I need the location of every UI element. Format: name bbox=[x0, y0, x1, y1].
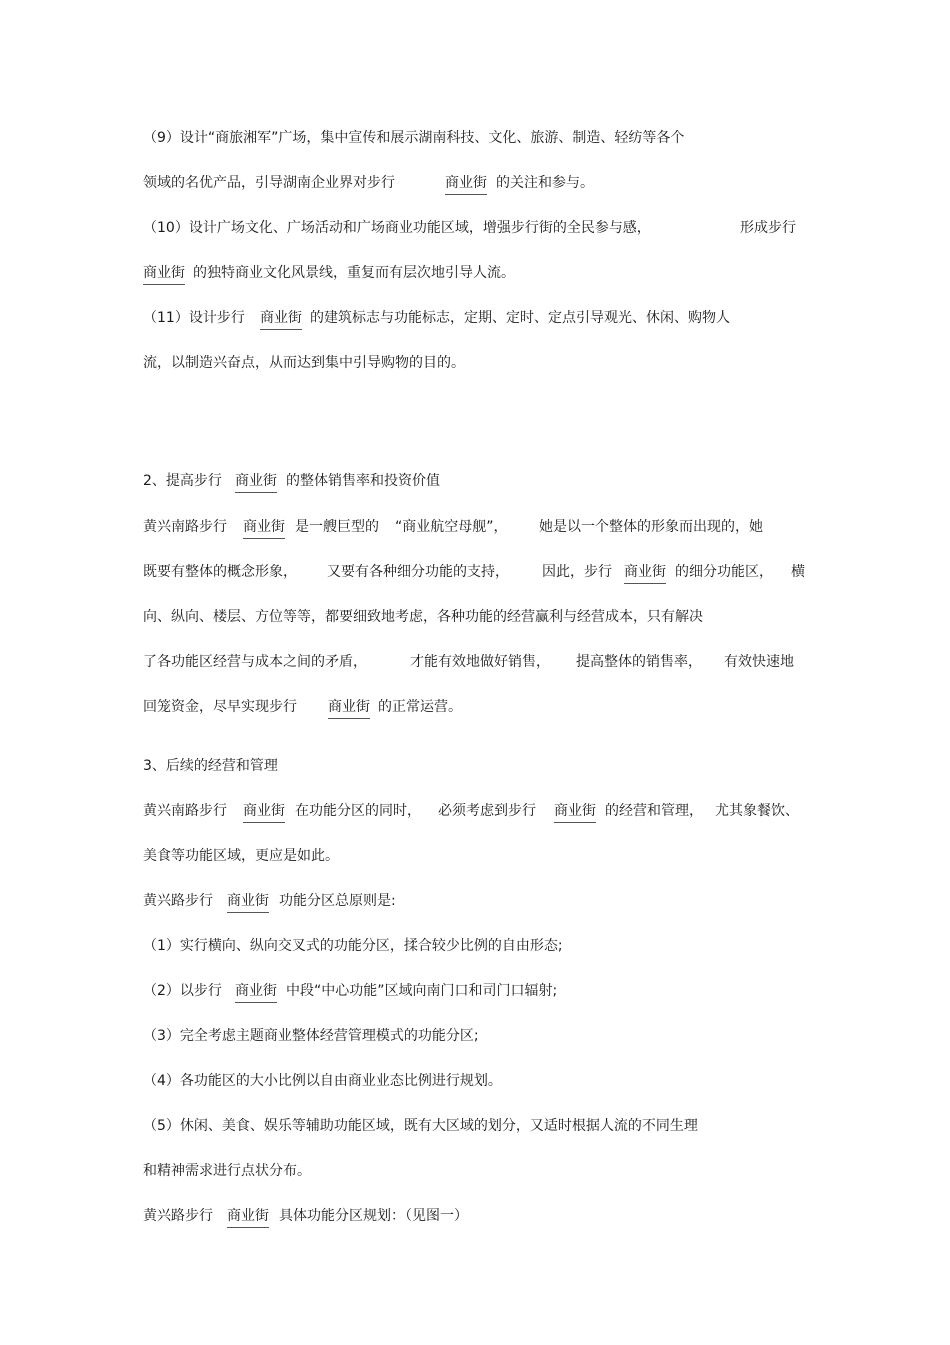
underlined-term: 商业街 bbox=[328, 697, 370, 719]
underlined-term: 商业街 bbox=[624, 562, 666, 584]
s2-text: 她是以一个整体的形象而出现的，她 bbox=[539, 519, 763, 535]
s2-text: 因此，步行 bbox=[542, 564, 612, 580]
p11-line-2 bbox=[143, 353, 910, 373]
p11-text: 的建筑标志与功能标志，定期、定时、定点引导观光、休闲、购物人 bbox=[310, 310, 730, 326]
s3-item-5 bbox=[143, 1116, 910, 1136]
underlined-term: 商业街 bbox=[243, 801, 285, 823]
p10-line-2 bbox=[143, 263, 910, 283]
s3-text: 的经营和管理， bbox=[605, 803, 703, 819]
s3-text: 美食等功能区域，更应是如此。 bbox=[143, 848, 339, 864]
p9-line-1 bbox=[143, 128, 910, 148]
s3-line-1 bbox=[143, 801, 910, 821]
s2-text: 黄兴南路步行 bbox=[143, 519, 227, 535]
p9-line-2 bbox=[143, 173, 910, 193]
s2-text: 是一艘巨型的 bbox=[295, 519, 379, 535]
underlined-term: 商业街 bbox=[235, 981, 277, 1003]
s3-item-5-cont bbox=[143, 1161, 910, 1181]
s2-text: 了各功能区经营与成本之间的矛盾， bbox=[143, 654, 367, 670]
p10-text: （10）设计广场文化、广场活动和广场商业功能区域，增强步行街的全民参与感， bbox=[143, 220, 651, 236]
s2-text: 提高整体的销售率， bbox=[576, 654, 702, 670]
s2-text: 才能有效地做好销售， bbox=[410, 654, 550, 670]
section-3-heading bbox=[143, 756, 910, 776]
underlined-term: 商业街 bbox=[143, 263, 185, 285]
s2-text: 横 bbox=[791, 564, 805, 580]
underlined-term: 商业街 bbox=[243, 517, 285, 539]
p9-text: 领域的名优产品，引导湖南企业界对步行 bbox=[143, 175, 395, 191]
s2-line-5 bbox=[143, 697, 910, 717]
s3-line-2 bbox=[143, 846, 910, 866]
s2-text: 又要有各种细分功能的支持， bbox=[327, 564, 509, 580]
underlined-term: 商业街 bbox=[227, 1206, 269, 1228]
s3-text: 在功能分区的同时， bbox=[295, 803, 421, 819]
s2-line-3 bbox=[143, 607, 910, 627]
s2-text: “商业航空母舰”， bbox=[395, 519, 508, 535]
s3-text: 黄兴路步行 bbox=[143, 893, 213, 909]
p10-text: 形成步行 bbox=[740, 220, 796, 236]
p10-line-1 bbox=[143, 218, 910, 238]
s3-text: （4）各功能区的大小比例以自由商业业态比例进行规划。 bbox=[143, 1073, 502, 1089]
s3-text: 具体功能分区规划：（见图一） bbox=[279, 1208, 468, 1224]
s3-text: 尤其象餐饮、 bbox=[715, 803, 799, 819]
s2-line-2 bbox=[143, 562, 910, 582]
underlined-term: 商业街 bbox=[554, 801, 596, 823]
s3-text: （3）完全考虑主题商业整体经营管理模式的功能分区; bbox=[143, 1028, 479, 1044]
p11-text: 流，以制造兴奋点，从而达到集中引导购物的目的。 bbox=[143, 355, 465, 371]
underlined-term: 商业街 bbox=[445, 173, 487, 195]
s2-text: 既要有整体的概念形象， bbox=[143, 564, 297, 580]
s3-text: 黄兴路步行 bbox=[143, 1208, 213, 1224]
s2-text: 回笼资金，尽早实现步行 bbox=[143, 699, 297, 715]
s3-text: （5）休闲、美食、娱乐等辅助功能区域，既有大区域的划分，又适时根据人流的不同生理 bbox=[143, 1118, 698, 1134]
s3-text: 和精神需求进行点状分布。 bbox=[143, 1163, 311, 1179]
s3-text: 必须考虑到步行 bbox=[438, 803, 536, 819]
heading-text: 的整体销售率和投资价值 bbox=[286, 473, 440, 489]
p10-text: 的独特商业文化风景线，重复而有层次地引导人流。 bbox=[193, 265, 515, 281]
s3-item-1 bbox=[143, 936, 910, 956]
s2-line-1 bbox=[143, 517, 910, 537]
section-2-heading bbox=[143, 471, 910, 491]
p9-text: （9）设计“商旅湘军”广场，集中宣传和展示湖南科技、文化、旅游、制造、轻纺等各个 bbox=[143, 130, 685, 146]
s3-text: 中段“中心功能”区域向南门口和司门口辐射; bbox=[286, 983, 558, 999]
p9-text: 的关注和参与。 bbox=[496, 175, 594, 191]
s3-text: 黄兴南路步行 bbox=[143, 803, 227, 819]
s3-text: （1）实行横向、纵向交叉式的功能分区，揉合较少比例的自由形态; bbox=[143, 938, 563, 954]
s2-text: 向、纵向、楼层、方位等等，都要细致地考虑，各种功能的经营赢利与经营成本，只有解决 bbox=[143, 609, 703, 625]
s3-line-3 bbox=[143, 891, 910, 911]
s3-text: （2）以步行 bbox=[143, 983, 222, 999]
s2-text: 的细分功能区， bbox=[675, 564, 773, 580]
s2-line-4 bbox=[143, 652, 910, 672]
s3-line-4 bbox=[143, 1206, 910, 1226]
p11-line-1 bbox=[143, 308, 910, 328]
underlined-term: 商业街 bbox=[227, 891, 269, 913]
heading-text: 3、后续的经营和管理 bbox=[143, 758, 278, 774]
s3-item-4 bbox=[143, 1071, 910, 1091]
heading-text: 2、提高步行 bbox=[143, 473, 222, 489]
underlined-term: 商业街 bbox=[235, 471, 277, 493]
s3-item-3 bbox=[143, 1026, 910, 1046]
s2-text: 的正常运营。 bbox=[378, 699, 462, 715]
s2-text: 有效快速地 bbox=[724, 654, 794, 670]
s3-text: 功能分区总原则是: bbox=[279, 893, 396, 909]
p11-text: （11）设计步行 bbox=[143, 310, 245, 326]
s3-item-2 bbox=[143, 981, 910, 1001]
underlined-term: 商业街 bbox=[260, 308, 302, 330]
